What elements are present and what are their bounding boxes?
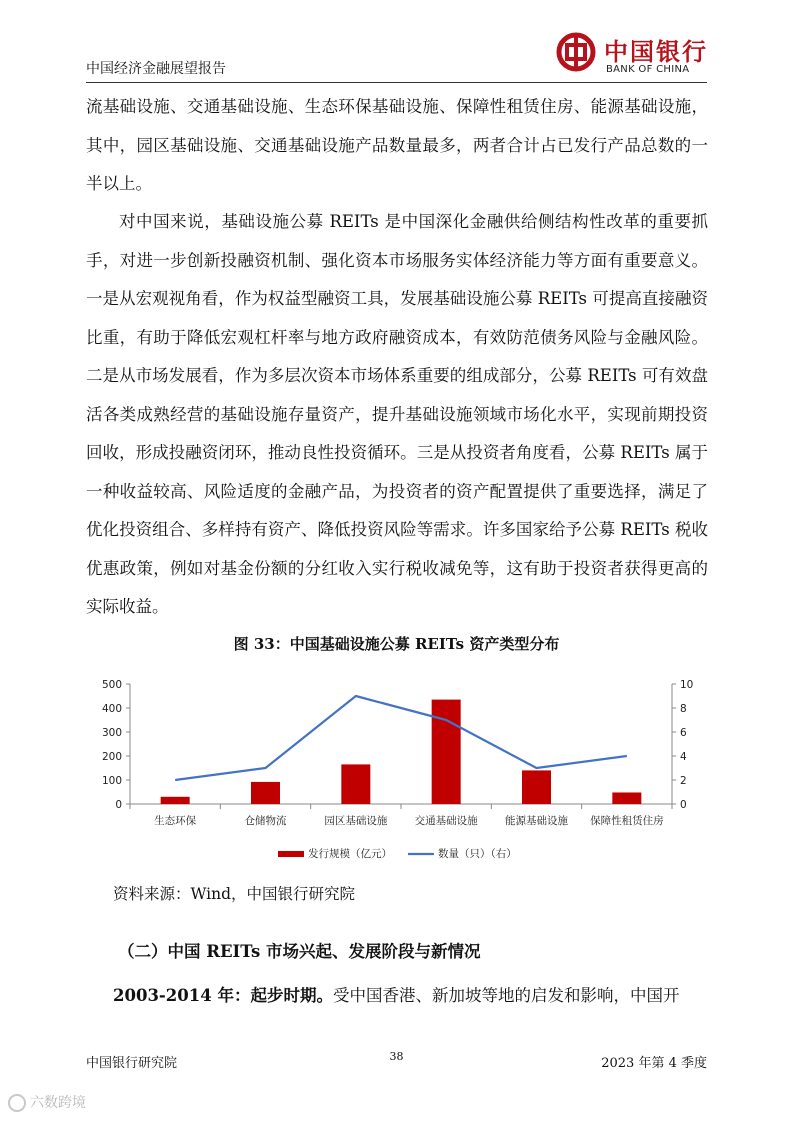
right-tick-label: 0: [680, 799, 687, 811]
paragraph-3-text: 受中国香港、新加坡等地的启发和影响，中国开: [332, 986, 680, 1005]
bar: [612, 792, 641, 804]
paragraph-1: 流基础设施、交通基础设施、生态环保基础设施、保障性租赁住房、能源基础设施，其中，园区基础设施、交通基础设施产品数量最多，两者合计占已发行产品总数的一半以上。: [86, 97, 708, 193]
left-tick-label: 200: [101, 751, 122, 763]
bank-of-china-emblem-icon: [556, 32, 596, 72]
legend-bar-label: 发行规模（亿元）: [308, 848, 392, 860]
watermark-icon: [8, 1094, 26, 1112]
footer-period: 2023 年第 4 季度: [601, 1056, 707, 1071]
left-tick-label: 100: [101, 775, 122, 787]
bar: [251, 782, 280, 804]
legend-line-label: 数量（只）（右）: [438, 848, 517, 860]
header-divider: [86, 82, 707, 83]
watermark-text: 六数跨境: [30, 1095, 86, 1111]
category-label: 园区基础设施: [324, 815, 388, 827]
watermark: [8, 1092, 86, 1112]
bar: [161, 797, 190, 804]
right-tick-label: 2: [680, 775, 687, 787]
bar: [341, 764, 370, 804]
left-tick-label: 400: [101, 703, 122, 715]
bar: [432, 700, 461, 804]
figure-title: 图 33：中国基础设施公募 REITs 资产类型分布: [233, 635, 560, 653]
page-number: 38: [389, 1050, 404, 1063]
bank-logo: [556, 28, 716, 80]
right-tick-label: 4: [680, 751, 687, 763]
logo-name-cn: 中国银行: [604, 37, 708, 66]
reits-asset-type-chart: [86, 668, 707, 868]
left-tick-label: 500: [101, 679, 122, 691]
right-tick-label: 10: [680, 679, 694, 691]
footer-org: 中国银行研究院: [86, 1056, 178, 1071]
paragraph-3-lead: 2003-2014 年：起步时期。: [113, 986, 333, 1005]
bar: [522, 770, 551, 804]
category-label: 仓储物流: [244, 815, 287, 827]
report-title: 中国经济金融展望报告: [86, 61, 226, 77]
legend-bar-swatch: [278, 851, 304, 857]
paragraph-2: 对中国来说，基础设施公募 REITs 是中国深化金融供给侧结构性改革的重要抓手，对进一步创新投融资机制、强化资本市场服务实体经济能力等方面有重要意义。一是从宏观视角看，作为权益型融资工具，发展基础设施公募 REITs 可提高直接融资比重，有助于降低宏观杠杆率与地方政府融资成本，有效防范债务风险与金融风险。二是从市场发展看，作为多层次资本市场体系重要的组成部分，公募 REITs 可有效盘活各类成熟经营的基础设施存量资产，提升基础设施领域市场化水平，实现前期投资回收，形成投融资闭环，推动良性投资循环。三是从投资者角度看，公募 REITs 属于一种收益较高、风险适度的金融产品，为投资者的资产配置提供了重要选择，满足了优化投资组合、多样持有资产、降低投资风险等需求。许多国家给予公募 REITs 税收优惠政策，例如对基金份额的分红收入实行税收减免等，这有助于投资者获得更高的实际收益。: [86, 212, 708, 616]
category-label: 保障性租赁住房: [590, 815, 664, 827]
left-tick-label: 0: [115, 799, 122, 811]
category-label: 能源基础设施: [505, 815, 568, 827]
category-label: 生态环保: [154, 815, 197, 827]
paragraph-3: [113, 982, 713, 1006]
category-label: 交通基础设施: [414, 815, 478, 827]
right-tick-label: 8: [680, 703, 687, 715]
left-tick-label: 300: [101, 727, 122, 739]
logo-name-en: BANK OF CHINA: [606, 64, 690, 75]
section-heading: （二）中国 REITs 市场兴起、发展阶段与新情况: [118, 942, 481, 961]
right-tick-label: 6: [680, 727, 687, 739]
figure-source: 资料来源：Wind，中国银行研究院: [113, 885, 356, 903]
series-line: [175, 696, 627, 780]
